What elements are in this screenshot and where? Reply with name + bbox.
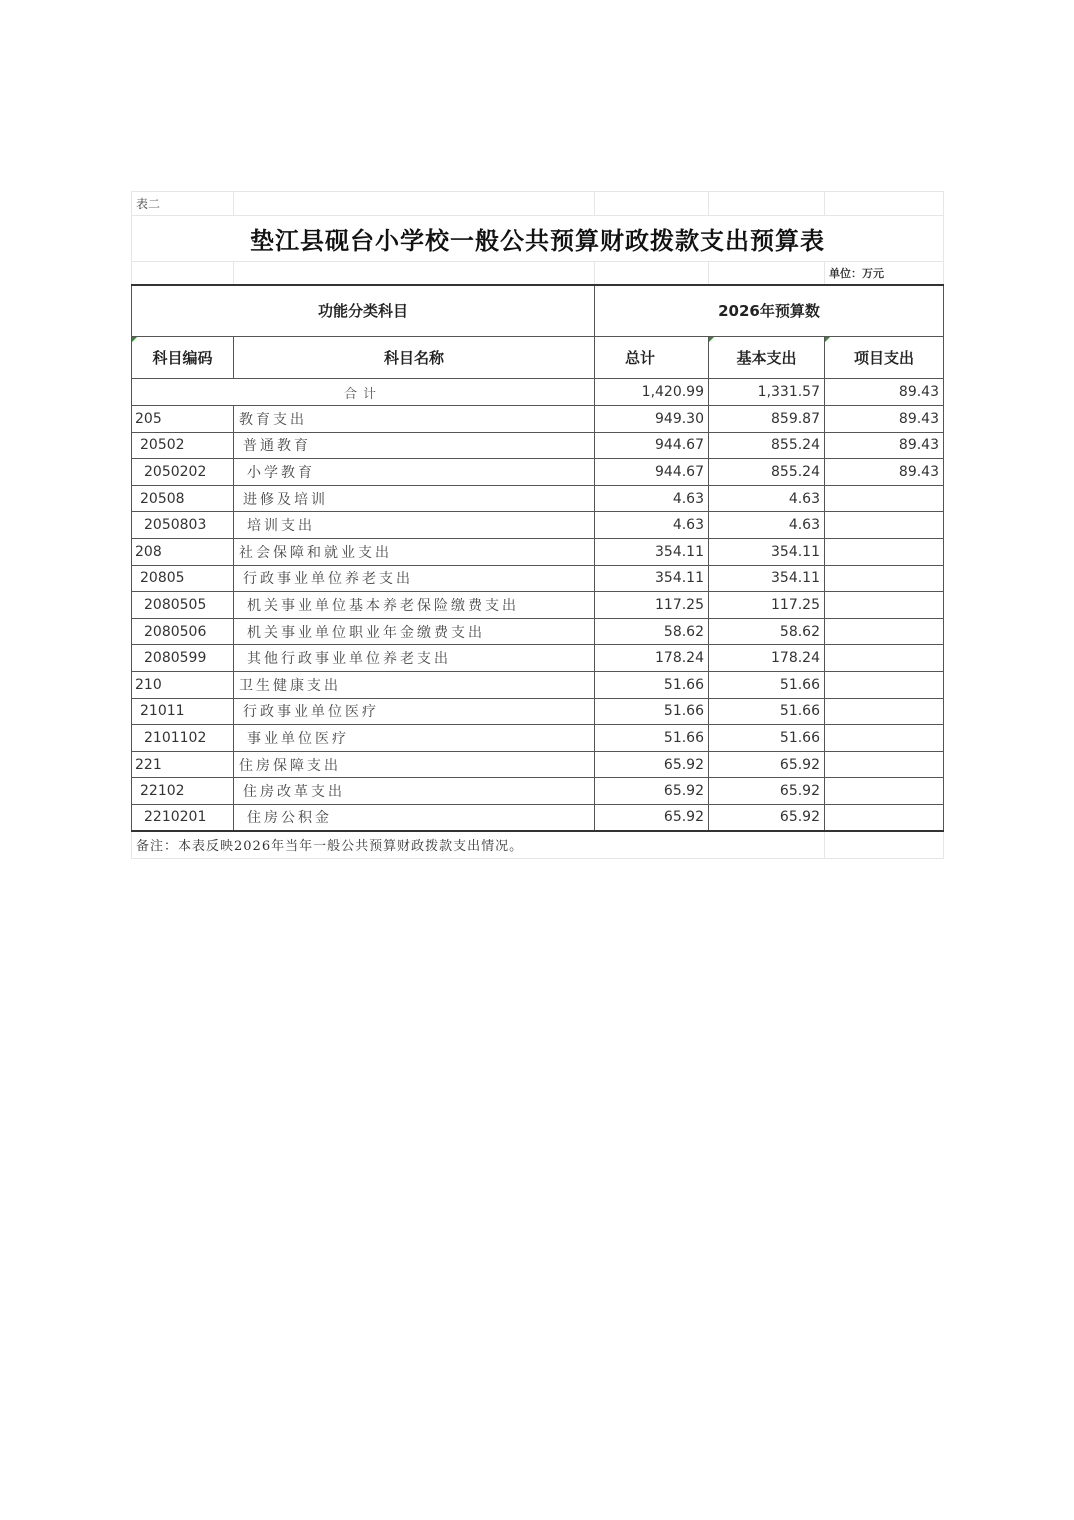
row-basic: 855.24 — [709, 459, 825, 486]
row-basic: 65.92 — [709, 751, 825, 778]
row-code: 2080505 — [132, 592, 234, 619]
header-name: 科目名称 — [234, 337, 595, 379]
row-code: 20502 — [132, 432, 234, 459]
row-code: 22102 — [132, 778, 234, 805]
total-total: 1,420.99 — [595, 379, 709, 406]
table-row — [132, 512, 944, 539]
row-name: 社会保障和就业支出 — [234, 538, 595, 565]
header-functional-group: 功能分类科目 — [132, 285, 595, 337]
header-code: 科目编码 — [132, 337, 234, 379]
row-basic: 4.63 — [709, 512, 825, 539]
budget-table — [131, 191, 944, 859]
row-total: 65.92 — [595, 751, 709, 778]
row-name: 机关事业单位基本养老保险缴费支出 — [234, 592, 595, 619]
table-row — [132, 698, 944, 725]
row-name: 进修及培训 — [234, 485, 595, 512]
row-code: 2080599 — [132, 645, 234, 672]
header-row-groups — [132, 285, 944, 337]
row-basic: 178.24 — [709, 645, 825, 672]
row-code: 20508 — [132, 485, 234, 512]
table-row — [132, 538, 944, 565]
table-row — [132, 804, 944, 831]
row-basic: 4.63 — [709, 485, 825, 512]
budget-sheet — [131, 191, 943, 859]
row-basic: 65.92 — [709, 778, 825, 805]
title-row — [132, 216, 944, 262]
label-row — [132, 192, 944, 216]
row-total: 51.66 — [595, 698, 709, 725]
row-total: 51.66 — [595, 725, 709, 752]
table-row — [132, 751, 944, 778]
row-project: 89.43 — [825, 459, 944, 486]
row-code: 2050803 — [132, 512, 234, 539]
row-name: 教育支出 — [234, 406, 595, 433]
table-row — [132, 432, 944, 459]
row-total: 354.11 — [595, 565, 709, 592]
table-row — [132, 778, 944, 805]
header-row-columns — [132, 337, 944, 379]
table-row — [132, 645, 944, 672]
table-label: 表二 — [132, 192, 234, 216]
row-code: 20805 — [132, 565, 234, 592]
row-project — [825, 592, 944, 619]
total-label: 合计 — [132, 379, 595, 406]
row-basic: 354.11 — [709, 565, 825, 592]
row-project — [825, 804, 944, 831]
row-project — [825, 645, 944, 672]
row-project — [825, 698, 944, 725]
total-basic: 1,331.57 — [709, 379, 825, 406]
row-project — [825, 725, 944, 752]
row-project — [825, 778, 944, 805]
unit-label: 单位：万元 — [825, 262, 944, 285]
row-basic: 51.66 — [709, 698, 825, 725]
row-project — [825, 618, 944, 645]
row-name: 普通教育 — [234, 432, 595, 459]
row-basic: 65.92 — [709, 804, 825, 831]
row-code: 208 — [132, 538, 234, 565]
table-row — [132, 725, 944, 752]
row-basic: 51.66 — [709, 671, 825, 698]
row-project — [825, 565, 944, 592]
table-row — [132, 459, 944, 486]
row-total: 178.24 — [595, 645, 709, 672]
row-name: 事业单位医疗 — [234, 725, 595, 752]
row-basic: 354.11 — [709, 538, 825, 565]
row-code: 210 — [132, 671, 234, 698]
row-project — [825, 512, 944, 539]
row-project — [825, 485, 944, 512]
row-total: 4.63 — [595, 485, 709, 512]
row-total: 949.30 — [595, 406, 709, 433]
row-name: 行政事业单位医疗 — [234, 698, 595, 725]
table-row — [132, 485, 944, 512]
row-code: 2080506 — [132, 618, 234, 645]
row-name: 小学教育 — [234, 459, 595, 486]
row-project: 89.43 — [825, 406, 944, 433]
row-basic: 855.24 — [709, 432, 825, 459]
row-total: 354.11 — [595, 538, 709, 565]
row-code: 2210201 — [132, 804, 234, 831]
row-name: 卫生健康支出 — [234, 671, 595, 698]
total-project: 89.43 — [825, 379, 944, 406]
page-title: 垫江县砚台小学校一般公共预算财政拨款支出预算表 — [132, 216, 944, 262]
row-basic: 117.25 — [709, 592, 825, 619]
row-total: 65.92 — [595, 778, 709, 805]
table-row — [132, 592, 944, 619]
header-total: 总计 — [595, 337, 709, 379]
total-row — [132, 379, 944, 406]
row-name: 住房改革支出 — [234, 778, 595, 805]
row-basic: 859.87 — [709, 406, 825, 433]
row-basic: 58.62 — [709, 618, 825, 645]
row-name: 机关事业单位职业年金缴费支出 — [234, 618, 595, 645]
row-name: 行政事业单位养老支出 — [234, 565, 595, 592]
row-name: 培训支出 — [234, 512, 595, 539]
row-total: 58.62 — [595, 618, 709, 645]
header-project: 项目支出 — [825, 337, 944, 379]
row-code: 2101102 — [132, 725, 234, 752]
row-name: 其他行政事业单位养老支出 — [234, 645, 595, 672]
row-code: 205 — [132, 406, 234, 433]
row-total: 4.63 — [595, 512, 709, 539]
row-code: 2050202 — [132, 459, 234, 486]
row-code: 21011 — [132, 698, 234, 725]
table-row — [132, 618, 944, 645]
row-name: 住房保障支出 — [234, 751, 595, 778]
note-row — [132, 831, 944, 858]
row-project: 89.43 — [825, 432, 944, 459]
table-row — [132, 565, 944, 592]
row-project — [825, 751, 944, 778]
table-row — [132, 671, 944, 698]
table-row — [132, 406, 944, 433]
row-total: 944.67 — [595, 432, 709, 459]
row-project — [825, 538, 944, 565]
unit-row — [132, 262, 944, 285]
footnote: 备注：本表反映2026年当年一般公共预算财政拨款支出情况。 — [132, 831, 825, 858]
header-budget-group: 2026年预算数 — [595, 285, 944, 337]
row-total: 65.92 — [595, 804, 709, 831]
row-project — [825, 671, 944, 698]
row-name: 住房公积金 — [234, 804, 595, 831]
row-total: 944.67 — [595, 459, 709, 486]
row-code: 221 — [132, 751, 234, 778]
header-basic: 基本支出 — [709, 337, 825, 379]
row-total: 51.66 — [595, 671, 709, 698]
row-total: 117.25 — [595, 592, 709, 619]
row-basic: 51.66 — [709, 725, 825, 752]
